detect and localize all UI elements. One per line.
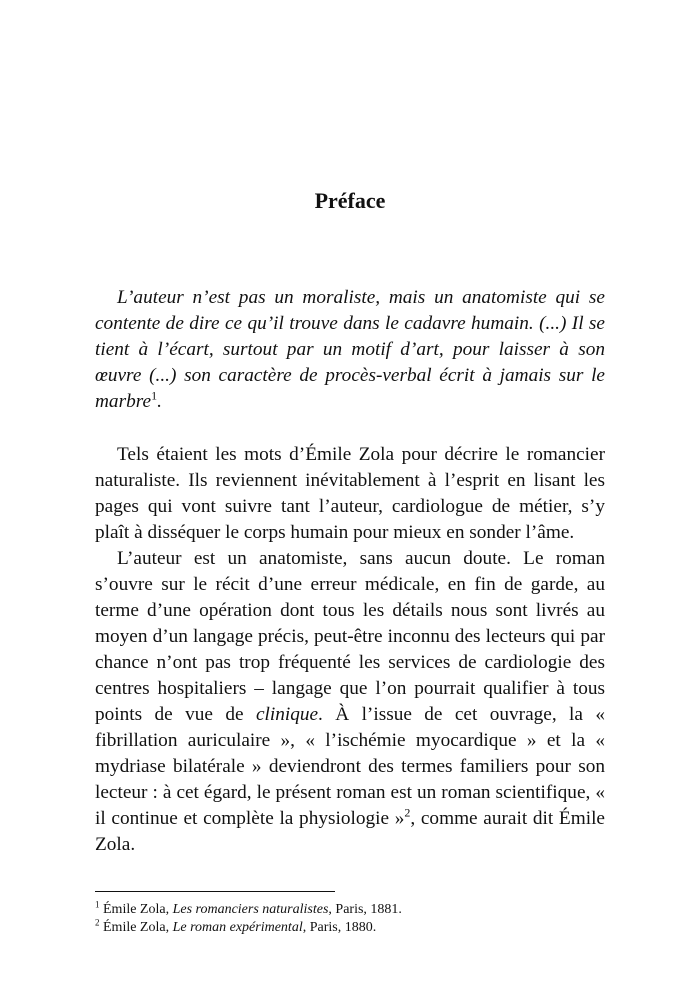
- paragraph-2-part1: L’auteur est un anatomiste, sans aucun doute. Le roman s’ouvre sur le récit d’une erreur médicale, en fin de garde, au terme d’une opération dont tous les détails nous sont livrés au moyen d’un langage précis, peut-être inconnu des lecteurs qui par chance n’ont pas trop fréquenté les services de cardiologie des centres hospitaliers – langage que l’on pourrait qualifier à tous points de vue de: [95, 548, 605, 725]
- footnote-1: [95, 901, 615, 919]
- footnote-number: 1: [95, 899, 100, 910]
- paragraph-1: Tels étaient les mots d’Émile Zola pour décrire le romancier naturaliste. Ils reviennent inévitablement à l’esprit en lisant les pages qui vont suivre tant l’auteur, cardiologue de métier, s’y plaît à disséquer le corps humain pour mieux en sonder l’âme.: [95, 444, 605, 543]
- footnote-author: Émile Zola,: [103, 902, 173, 917]
- footnote-work: Les romanciers naturalistes: [172, 902, 329, 917]
- epigraph-text: L’auteur n’est pas un moraliste, mais un anatomiste qui se contente de dire ce qu’il trouve dans le cadavre humain. (...) Il se tient à l’écart, surtout par un motif d’art, pour laisser à son œuvre (...) son caractère de procès-verbal écrit à jamais sur le marbre: [95, 287, 605, 412]
- page-title: Préface: [314, 188, 386, 213]
- epigraph-quote: L’auteur n’est pas un moraliste, mais un anatomiste qui se contente de dire ce qu’il trouve dans le cadavre humain. (...) Il se tient à l’écart, surtout par un motif d’art, pour laisser à son œuvre (...) son caractère de procès-verbal écrit à jamais sur le marbre$^1$.: [95, 287, 605, 412]
- footnote-details: , Paris, 1881.: [328, 902, 402, 917]
- paragraph-2: [95, 546, 605, 858]
- emphasis-clinique: clinique: [255, 704, 319, 725]
- footnote-divider: [95, 891, 335, 892]
- footnotes: [95, 901, 615, 937]
- footnote-2: [95, 919, 615, 937]
- paragraph-2-part3: , comme aurait dit Émile Zola.: [95, 808, 605, 855]
- footnote-number: 2: [95, 917, 100, 928]
- footnote-details: , Paris, 1880.: [302, 920, 377, 935]
- paragraph-2-part2: . À l’issue de cet ouvrage, la « fibrillation auriculaire », « l’ischémie myocardique » et la « mydriase bilatérale » deviendront des termes familiers pour son lecteur : à cet égard, le présent roman est un roman scientifique, « il continue et complète la physiologie »: [95, 704, 605, 829]
- footnote-work: Le roman expérimental: [172, 920, 303, 935]
- footnote-ref-1: 1: [151, 388, 158, 403]
- footnote-author: Émile Zola,: [103, 920, 173, 935]
- footnote-ref-2: 2: [404, 805, 411, 820]
